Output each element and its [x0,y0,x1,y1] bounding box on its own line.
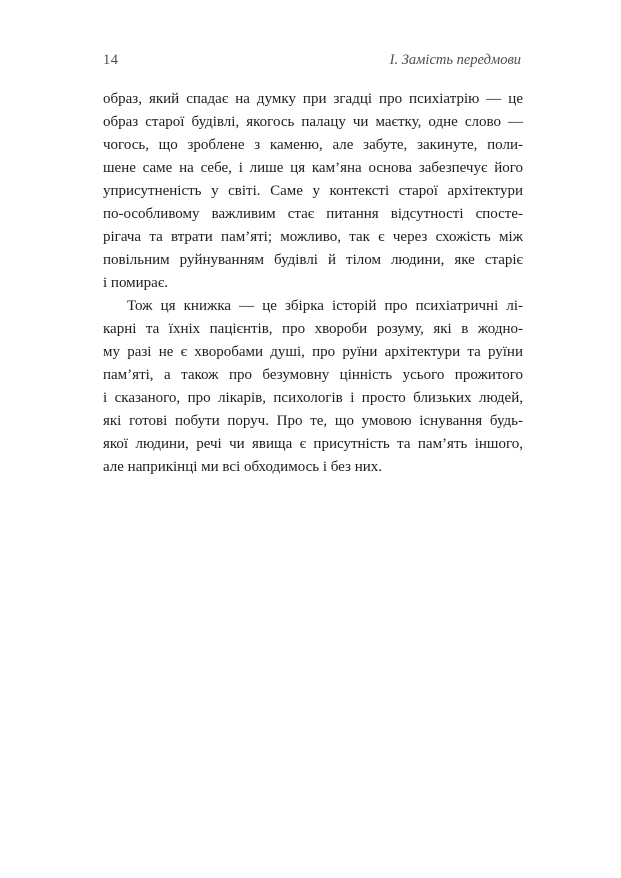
running-header: І. Замість передмови [389,52,521,68]
text-line: і сказаного, про лікарів, психологів і просто близьких людей, [103,390,523,406]
text-line: чогось, що зроблене з каменю, але забуте, закинуте, поли- [103,137,523,153]
text-line: повільним руйнуванням будівлі й тілом людини, яке старіє [103,252,523,268]
text-line: му разі не є хворобами душі, про руїни архітектури та руїни [103,344,523,360]
text-line: пам’яті, а також про безумовну цінність усього прожитого [103,367,523,383]
text-line: шене саме на себе, і лише ця кам’яна основа забезпечує його [103,160,523,176]
text-line: рігача та втрати пам’яті; можливо, так є через схожість між [103,229,523,245]
text-line: якої людини, речі чи явища є присутність та пам’ять іншого, [103,436,523,452]
text-line: які готові побути поруч. Про те, що умовою існування будь- [103,413,523,429]
text-line: образ старої будівлі, якогось палацу чи маєтку, одне слово — [103,114,523,130]
text-line: але наприкінці ми всі обходимось і без них. [103,459,382,475]
paragraph [103,295,523,479]
text-line: по-особливому важливим стає питання відсутності спосте- [103,206,523,222]
text-line: уприсутненість у світі. Саме у контексті старої архітектури [103,183,523,199]
text-line: образ, який спадає на думку при згадці про психіатрію — це [103,91,523,107]
page-number: 14 [103,52,119,68]
body-text [0,70,621,479]
text-line: Тож ця книжка — це збірка історій про психіатричні лі- [127,298,523,314]
text-line: і помирає. [103,275,169,291]
paragraph [103,88,523,295]
text-line: карні та їхніх пацієнтів, про хвороби розуму, які в жодно- [103,321,523,337]
page-header [0,0,621,70]
